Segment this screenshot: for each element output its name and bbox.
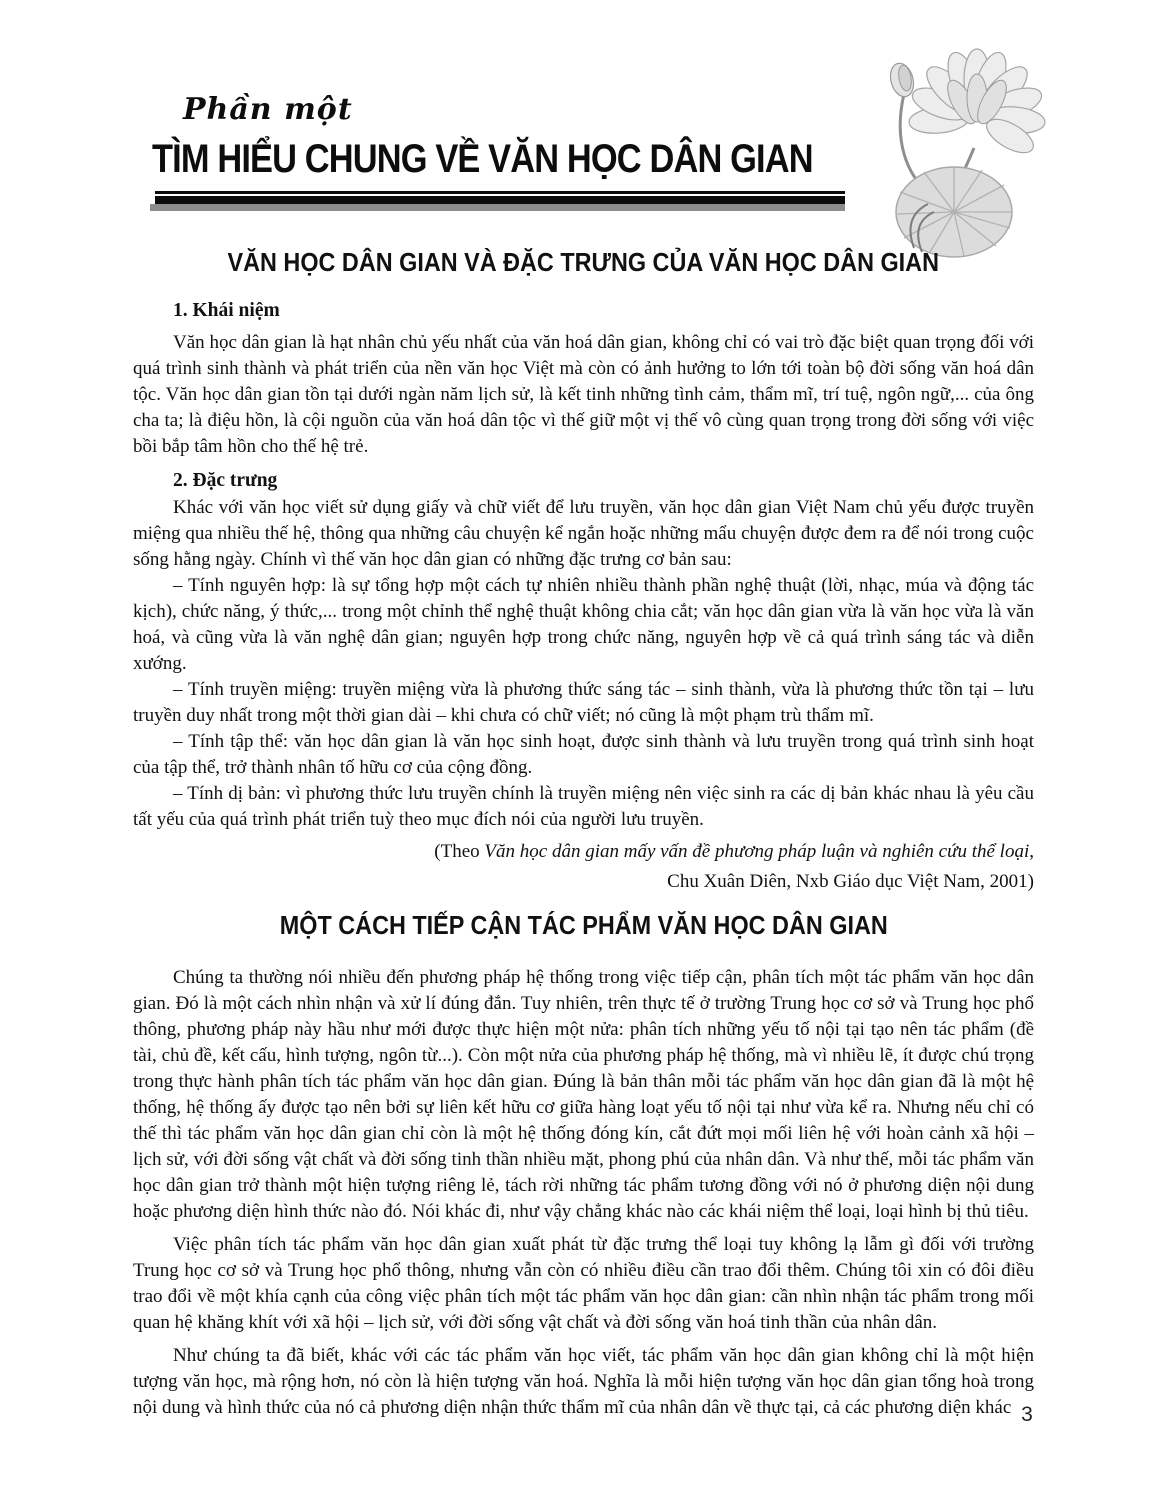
- citation-suffix: ,: [1029, 841, 1034, 862]
- section2-paragraph-2: Việc phân tích tác phẩm văn học dân gian xuất phát từ đặc trưng thể loại tuy không lạ lẫm gì đối với trường Trung học cơ sở và Trung học phổ thông, nhưng vẫn còn có nhiều điều cần trao đổi thêm. Chúng tôi xin có đôi điều trao đổi về một khía cạnh của công việc phân tích một tác phẩm văn học dân gian: cần nhìn nhận tác phẩm trong mối quan hệ khăng khít với xã hội – lịch sử, với đời sống vật chất và đời sống văn hoá tinh thần của nhân dân.: [133, 1234, 1034, 1333]
- paragraph-dac-trung-intro: Khác với văn học viết sử dụng giấy và chữ viết để lưu truyền, văn học dân gian Việt Nam chủ yếu được truyền miệng qua nhiều thế hệ, thông qua những câu chuyện kể ngắn hoặc những mẩu chuyện được đem ra để nói trong cuộc sống hằng ngày. Chính vì thế văn học dân gian có những đặc trưng cơ bản sau:: [133, 497, 1034, 570]
- subheading-dac-trung: 2. Đặc trưng: [173, 470, 278, 491]
- citation: [133, 837, 1034, 897]
- citation-prefix: (Theo: [434, 841, 485, 862]
- page-title: TÌM HIỂU CHUNG VỀ VĂN HỌC DÂN GIAN: [152, 137, 813, 181]
- part-label: Phần một: [183, 92, 353, 127]
- section2-paragraph-1: Chúng ta thường nói nhiều đến phương pháp hệ thống trong việc tiếp cận, phân tích một tác phẩm văn học dân gian. Đó là một cách nhìn nhận và xử lí đúng đắn. Tuy nhiên, trên thực tế ở trường Trung học cơ sở và Trung học phổ thông, phương pháp này hầu như mới được thực hiện một nửa: phân tích những yếu tố nội tại tạo nên tác phẩm (đề tài, chủ đề, kết cấu, hình tượng, ngôn từ...). Còn một nửa của phương pháp hệ thống, mà vì nhiều lẽ, ít được chú trọng trong thực hành phân tích tác phẩm văn học dân gian. Đúng là bản thân mỗi tác phẩm văn học dân gian đã là một hệ thống, hệ thống ấy được tạo nên bởi sự liên kết hữu cơ giữa hàng loạt yếu tố nội tại như vừa kể ra. Nhưng nếu chỉ có thế thì tác phẩm văn học dân gian chỉ còn là một hệ thống đóng kín, cắt đứt mọi mối liên hệ với hoàn cảnh xã hội – lịch sử, với đời sống vật chất và đời sống tinh thần nhiều mặt, phong phú của nhân dân. Và như thế, mỗi tác phẩm văn học dân gian trở thành một hiện tượng riêng lẻ, tách rời những tác phẩm tương đồng với nó ở phương diện nội dung hoặc phương diện hình thức nào đó. Nói khác đi, như vậy chẳng khác nào các khái niệm thể loại, loại hình bị thủ tiêu.: [133, 967, 1034, 1222]
- citation-source-title: Văn học dân gian mấy vấn đề phương pháp luận và nghiên cứu thể loại: [484, 841, 1030, 862]
- bullet-tinh-tap-the: – Tính tập thể: văn học dân gian là văn học sinh hoạt, được sinh thành và lưu truyền trong quá trình sinh hoạt của tập thể, trở thành nhân tố hữu cơ của cộng đồng.: [133, 731, 1034, 778]
- subheading-khai-niem: 1. Khái niệm: [173, 300, 280, 321]
- section2-paragraph-3: Như chúng ta đã biết, khác với các tác phẩm văn học viết, tác phẩm văn học dân gian không chỉ là một hiện tượng văn học, mà rộng hơn, nó còn là hiện tượng văn hoá. Nghĩa là mỗi hiện tượng văn học dân gian tổng hoà trong nội dung và hình thức của nó cả phương diện nhận thức thẩm mĩ của nhân dân về thực tại, cả các phương diện khác: [133, 1345, 1034, 1418]
- paragraph-khai-niem: Văn học dân gian là hạt nhân chủ yếu nhất của văn hoá dân gian, không chỉ có vai trò đặc biệt quan trọng đối với quá trình sinh thành và phát triển của nền văn học Việt mà còn có ảnh hưởng to lớn tới toàn bộ đời sống văn hoá dân tộc. Văn học dân gian tồn tại dưới ngàn năm lịch sử, là kết tinh những tình cảm, thẩm mĩ, trí tuệ, ngôn ngữ,... của ông cha ta; là điệu hồn, là cội nguồn của văn hoá dân tộc vì thế giữ một vị thế vô cùng quan trọng trong đời sống với việc bồi bắp tâm hồn cho thế hệ trẻ.: [133, 332, 1034, 457]
- section1-heading: VĂN HỌC DÂN GIAN VÀ ĐẶC TRƯNG CỦA VĂN HỌC DÂN GIAN: [227, 247, 940, 277]
- page-number: 3: [1021, 1403, 1033, 1426]
- bullet-tinh-nguyen-hop: – Tính nguyên hợp: là sự tổng hợp một cách tự nhiên nhiều thành phần nghệ thuật (lời, nhạc, múa và động tác kịch), chức năng, ý thức,... trong một chỉnh thể nghệ thuật không chia cắt; văn học dân gian vừa là văn học vừa là văn hoá, và cũng vừa là văn nghệ dân gian; nguyên hợp trong chức năng, nguyên hợp về cả quá trình sáng tác và diễn xướng.: [133, 575, 1034, 674]
- bullet-tinh-truyen-mieng: – Tính truyền miệng: truyền miệng vừa là phương thức sáng tác – sinh thành, vừa là phương thức tồn tại – lưu truyền duy nhất trong một thời gian dài – khi chưa có chữ viết; nó cũng là một phạm trù thẩm mĩ.: [133, 679, 1034, 726]
- citation-author-line: Chu Xuân Diên, Nxb Giáo dục Việt Nam, 2001): [667, 871, 1034, 892]
- section2-heading: MỘT CÁCH TIẾP CẬN TÁC PHẨM VĂN HỌC DÂN GIAN: [279, 910, 888, 940]
- lotus-flower-image: [852, 42, 1062, 262]
- title-rule: [155, 191, 845, 211]
- bullet-tinh-di-ban: – Tính dị bản: vì phương thức lưu truyền chính là truyền miệng nên việc sinh ra các dị bản khác nhau là yêu cầu tất yếu của quá trình phát triển tuỳ theo mục đích nói của người lưu truyền.: [133, 783, 1034, 830]
- content-column: [133, 248, 1034, 1421]
